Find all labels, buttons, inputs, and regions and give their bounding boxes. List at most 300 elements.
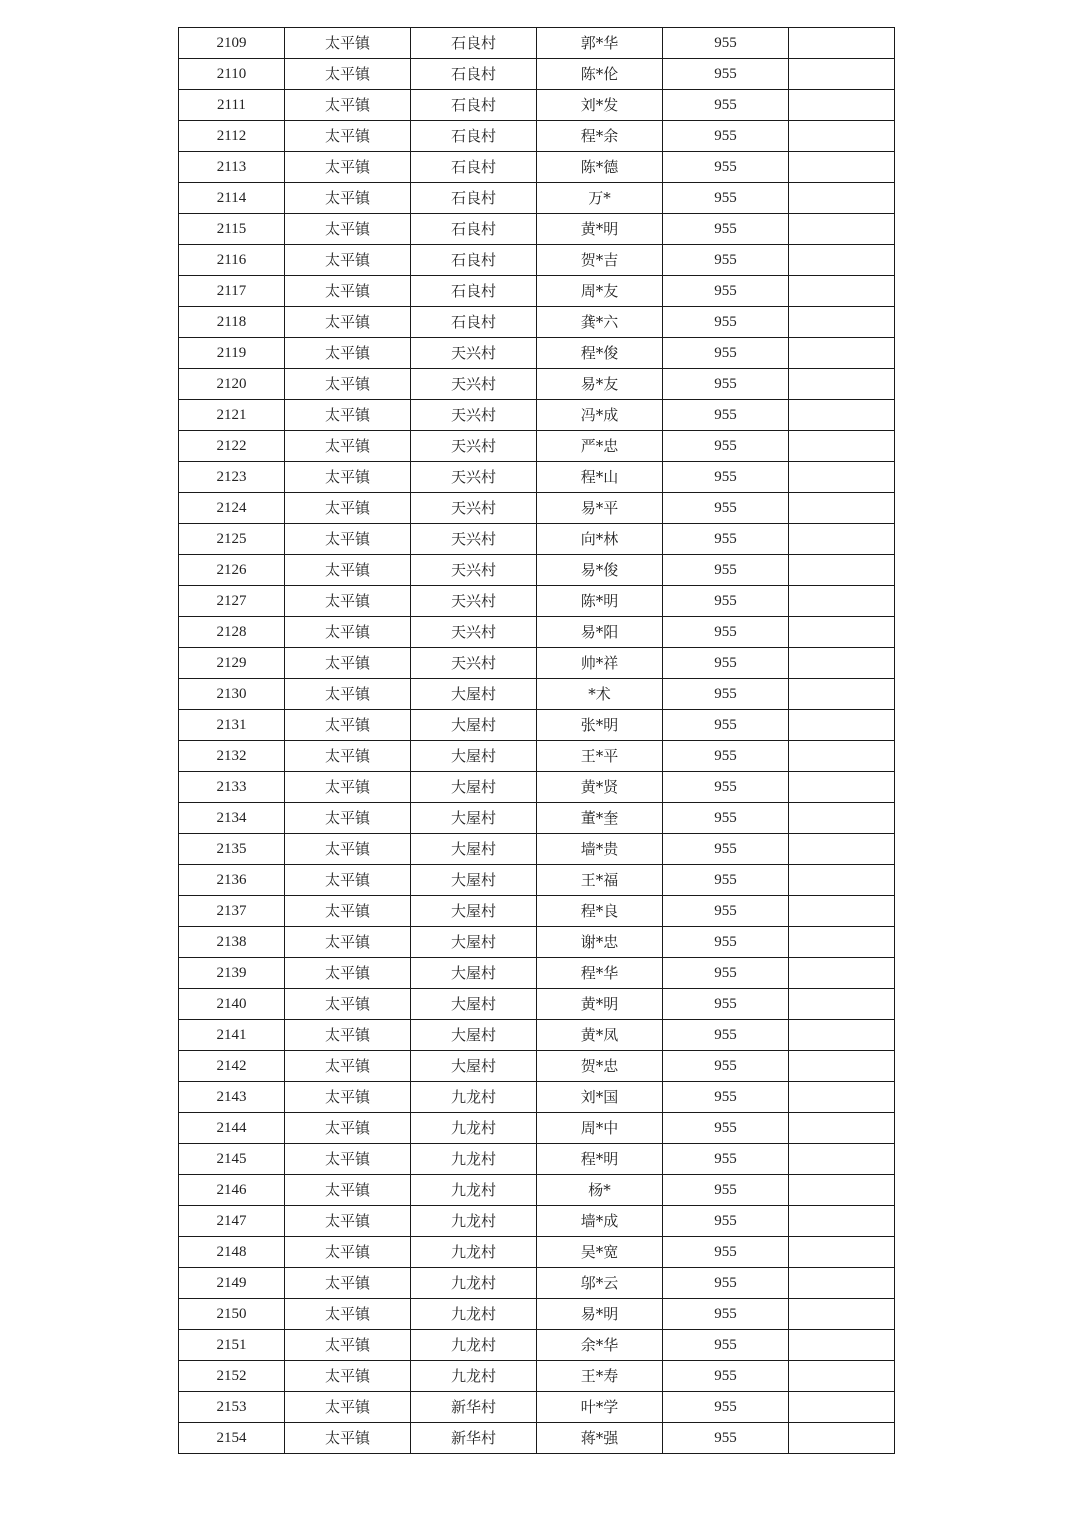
cell-village: 大屋村 [411,741,537,772]
cell-town: 太平镇 [285,152,411,183]
cell-town: 太平镇 [285,927,411,958]
cell-name: 叶*学 [537,1392,663,1423]
cell-number: 2144 [179,1113,285,1144]
cell-remark [789,586,895,617]
cell-village: 天兴村 [411,369,537,400]
cell-number: 2111 [179,90,285,121]
cell-town: 太平镇 [285,214,411,245]
cell-town: 太平镇 [285,1206,411,1237]
cell-number: 2147 [179,1206,285,1237]
cell-amount: 955 [663,28,789,59]
cell-number: 2126 [179,555,285,586]
cell-village: 大屋村 [411,772,537,803]
cell-amount: 955 [663,1237,789,1268]
cell-remark [789,307,895,338]
cell-village: 大屋村 [411,1020,537,1051]
cell-amount: 955 [663,90,789,121]
table-row [179,1206,895,1237]
cell-name: 龚*六 [537,307,663,338]
table-row [179,524,895,555]
table-row [179,1175,895,1206]
cell-village: 九龙村 [411,1206,537,1237]
cell-number: 2131 [179,710,285,741]
cell-name: 万* [537,183,663,214]
cell-village: 石良村 [411,121,537,152]
cell-name: 向*林 [537,524,663,555]
table-row [179,400,895,431]
cell-village: 大屋村 [411,679,537,710]
cell-number: 2141 [179,1020,285,1051]
cell-number: 2138 [179,927,285,958]
cell-amount: 955 [663,524,789,555]
cell-name: 程*良 [537,896,663,927]
cell-village: 大屋村 [411,803,537,834]
cell-amount: 955 [663,307,789,338]
table-row [179,648,895,679]
cell-amount: 955 [663,1392,789,1423]
cell-number: 2119 [179,338,285,369]
table-row [179,679,895,710]
cell-name: 吴*宽 [537,1237,663,1268]
cell-remark [789,555,895,586]
table-row [179,1020,895,1051]
cell-remark [789,927,895,958]
cell-number: 2116 [179,245,285,276]
cell-town: 太平镇 [285,1299,411,1330]
cell-town: 太平镇 [285,1361,411,1392]
table-row [179,493,895,524]
cell-number: 2123 [179,462,285,493]
cell-number: 2120 [179,369,285,400]
cell-remark [789,710,895,741]
cell-name: 贺*忠 [537,1051,663,1082]
cell-village: 天兴村 [411,400,537,431]
cell-remark [789,493,895,524]
table-row [179,586,895,617]
cell-number: 2132 [179,741,285,772]
cell-amount: 955 [663,369,789,400]
cell-name: 郭*华 [537,28,663,59]
cell-remark [789,989,895,1020]
cell-name: 程*明 [537,1144,663,1175]
cell-town: 太平镇 [285,307,411,338]
table-row [179,431,895,462]
cell-amount: 955 [663,586,789,617]
cell-amount: 955 [663,927,789,958]
cell-remark [789,524,895,555]
cell-name: 严*忠 [537,431,663,462]
cell-village: 九龙村 [411,1082,537,1113]
cell-remark [789,462,895,493]
cell-remark [789,369,895,400]
cell-village: 天兴村 [411,586,537,617]
cell-amount: 955 [663,1206,789,1237]
cell-town: 太平镇 [285,1237,411,1268]
cell-number: 2142 [179,1051,285,1082]
cell-name: 易*平 [537,493,663,524]
cell-village: 大屋村 [411,958,537,989]
cell-town: 太平镇 [285,1051,411,1082]
cell-town: 太平镇 [285,1113,411,1144]
table-row [179,1144,895,1175]
cell-town: 太平镇 [285,1423,411,1454]
table-row [179,90,895,121]
cell-name: 易*阳 [537,617,663,648]
cell-remark [789,803,895,834]
cell-village: 石良村 [411,214,537,245]
cell-remark [789,772,895,803]
cell-number: 2139 [179,958,285,989]
cell-number: 2153 [179,1392,285,1423]
cell-town: 太平镇 [285,1330,411,1361]
cell-village: 天兴村 [411,493,537,524]
cell-number: 2146 [179,1175,285,1206]
cell-town: 太平镇 [285,679,411,710]
cell-town: 太平镇 [285,493,411,524]
cell-number: 2149 [179,1268,285,1299]
cell-name: 董*奎 [537,803,663,834]
cell-town: 太平镇 [285,710,411,741]
cell-amount: 955 [663,338,789,369]
cell-amount: 955 [663,400,789,431]
cell-amount: 955 [663,1268,789,1299]
cell-town: 太平镇 [285,1392,411,1423]
cell-amount: 955 [663,121,789,152]
cell-remark [789,1330,895,1361]
cell-village: 九龙村 [411,1144,537,1175]
cell-remark [789,1392,895,1423]
cell-town: 太平镇 [285,555,411,586]
cell-town: 太平镇 [285,121,411,152]
cell-village: 天兴村 [411,524,537,555]
cell-name: 刘*发 [537,90,663,121]
cell-town: 太平镇 [285,245,411,276]
cell-remark [789,958,895,989]
cell-village: 大屋村 [411,927,537,958]
cell-name: 帅*祥 [537,648,663,679]
cell-village: 石良村 [411,245,537,276]
cell-village: 大屋村 [411,989,537,1020]
cell-village: 九龙村 [411,1330,537,1361]
cell-town: 太平镇 [285,28,411,59]
cell-name: 周*友 [537,276,663,307]
cell-number: 2113 [179,152,285,183]
cell-village: 石良村 [411,276,537,307]
cell-remark [789,741,895,772]
cell-town: 太平镇 [285,772,411,803]
cell-number: 2136 [179,865,285,896]
cell-remark [789,152,895,183]
cell-name: 张*明 [537,710,663,741]
cell-remark [789,59,895,90]
cell-name: 冯*成 [537,400,663,431]
cell-village: 新华村 [411,1423,537,1454]
cell-village: 新华村 [411,1392,537,1423]
cell-name: 易*俊 [537,555,663,586]
cell-amount: 955 [663,617,789,648]
cell-name: 易*明 [537,1299,663,1330]
cell-village: 天兴村 [411,555,537,586]
cell-name: 墙*成 [537,1206,663,1237]
cell-name: 黄*明 [537,214,663,245]
cell-name: 黄*凤 [537,1020,663,1051]
cell-town: 太平镇 [285,1144,411,1175]
cell-town: 太平镇 [285,896,411,927]
cell-name: 陈*德 [537,152,663,183]
table-row [179,741,895,772]
cell-village: 九龙村 [411,1175,537,1206]
cell-town: 太平镇 [285,803,411,834]
cell-town: 太平镇 [285,524,411,555]
table-row [179,276,895,307]
cell-number: 2145 [179,1144,285,1175]
table-row [179,834,895,865]
cell-town: 太平镇 [285,462,411,493]
cell-village: 天兴村 [411,431,537,462]
table-row [179,927,895,958]
table-row [179,958,895,989]
cell-number: 2134 [179,803,285,834]
cell-number: 2150 [179,1299,285,1330]
cell-town: 太平镇 [285,183,411,214]
cell-remark [789,1051,895,1082]
cell-remark [789,896,895,927]
cell-name: 杨* [537,1175,663,1206]
cell-town: 太平镇 [285,989,411,1020]
table-row [179,338,895,369]
cell-remark [789,1237,895,1268]
cell-number: 2122 [179,431,285,462]
cell-town: 太平镇 [285,617,411,648]
cell-number: 2143 [179,1082,285,1113]
cell-number: 2117 [179,276,285,307]
cell-remark [789,90,895,121]
cell-remark [789,648,895,679]
cell-amount: 955 [663,1330,789,1361]
roster-table-body [179,28,895,1454]
table-row [179,1268,895,1299]
cell-village: 天兴村 [411,338,537,369]
cell-amount: 955 [663,245,789,276]
cell-remark [789,834,895,865]
table-row [179,617,895,648]
cell-number: 2127 [179,586,285,617]
cell-number: 2152 [179,1361,285,1392]
cell-village: 石良村 [411,59,537,90]
cell-village: 大屋村 [411,865,537,896]
cell-number: 2124 [179,493,285,524]
cell-remark [789,1299,895,1330]
cell-village: 九龙村 [411,1113,537,1144]
table-row [179,1392,895,1423]
cell-name: 黄*明 [537,989,663,1020]
cell-town: 太平镇 [285,59,411,90]
cell-village: 九龙村 [411,1299,537,1330]
cell-number: 2135 [179,834,285,865]
table-row [179,1237,895,1268]
cell-number: 2121 [179,400,285,431]
cell-village: 大屋村 [411,1051,537,1082]
cell-remark [789,121,895,152]
cell-town: 太平镇 [285,1020,411,1051]
cell-village: 天兴村 [411,648,537,679]
cell-town: 太平镇 [285,276,411,307]
cell-remark [789,1206,895,1237]
cell-village: 石良村 [411,307,537,338]
table-row [179,121,895,152]
cell-amount: 955 [663,772,789,803]
cell-amount: 955 [663,896,789,927]
cell-name: 邬*云 [537,1268,663,1299]
cell-number: 2114 [179,183,285,214]
cell-village: 天兴村 [411,462,537,493]
table-row [179,152,895,183]
cell-name: 余*华 [537,1330,663,1361]
cell-remark [789,276,895,307]
cell-town: 太平镇 [285,400,411,431]
cell-name: 王*平 [537,741,663,772]
cell-name: 王*寿 [537,1361,663,1392]
cell-number: 2140 [179,989,285,1020]
cell-remark [789,431,895,462]
cell-town: 太平镇 [285,90,411,121]
cell-village: 大屋村 [411,710,537,741]
table-row [179,307,895,338]
cell-amount: 955 [663,1423,789,1454]
cell-number: 2112 [179,121,285,152]
cell-number: 2110 [179,59,285,90]
cell-remark [789,28,895,59]
table-row [179,1361,895,1392]
cell-amount: 955 [663,555,789,586]
cell-village: 石良村 [411,152,537,183]
cell-village: 大屋村 [411,896,537,927]
cell-name: 程*俊 [537,338,663,369]
roster-table [178,27,895,1454]
cell-town: 太平镇 [285,431,411,462]
cell-name: 程*山 [537,462,663,493]
cell-number: 2128 [179,617,285,648]
table-row [179,803,895,834]
cell-amount: 955 [663,152,789,183]
cell-amount: 955 [663,1299,789,1330]
cell-remark [789,1144,895,1175]
cell-amount: 955 [663,834,789,865]
table-row [179,28,895,59]
cell-remark [789,679,895,710]
cell-remark [789,338,895,369]
table-row [179,555,895,586]
cell-town: 太平镇 [285,1082,411,1113]
cell-number: 2109 [179,28,285,59]
cell-amount: 955 [663,803,789,834]
cell-amount: 955 [663,462,789,493]
cell-name: 陈*明 [537,586,663,617]
cell-number: 2148 [179,1237,285,1268]
cell-village: 大屋村 [411,834,537,865]
cell-name: 蒋*强 [537,1423,663,1454]
cell-number: 2129 [179,648,285,679]
cell-town: 太平镇 [285,648,411,679]
cell-amount: 955 [663,741,789,772]
cell-name: 陈*伦 [537,59,663,90]
cell-remark [789,183,895,214]
cell-amount: 955 [663,1082,789,1113]
cell-remark [789,1423,895,1454]
cell-village: 石良村 [411,90,537,121]
cell-town: 太平镇 [285,741,411,772]
cell-number: 2115 [179,214,285,245]
cell-name: 程*余 [537,121,663,152]
cell-town: 太平镇 [285,369,411,400]
cell-remark [789,617,895,648]
table-row [179,59,895,90]
table-row [179,896,895,927]
cell-name: 周*中 [537,1113,663,1144]
table-row [179,462,895,493]
cell-amount: 955 [663,59,789,90]
table-row [179,1299,895,1330]
table-row [179,710,895,741]
cell-number: 2133 [179,772,285,803]
table-row [179,772,895,803]
cell-name: 黄*贤 [537,772,663,803]
table-row [179,865,895,896]
cell-remark [789,1082,895,1113]
cell-amount: 955 [663,679,789,710]
cell-town: 太平镇 [285,338,411,369]
table-row [179,214,895,245]
table-row [179,1423,895,1454]
table-row [179,245,895,276]
cell-number: 2125 [179,524,285,555]
cell-number: 2154 [179,1423,285,1454]
cell-name: 刘*国 [537,1082,663,1113]
cell-amount: 955 [663,865,789,896]
table-row [179,1113,895,1144]
cell-number: 2118 [179,307,285,338]
cell-remark [789,400,895,431]
cell-amount: 955 [663,710,789,741]
cell-village: 九龙村 [411,1361,537,1392]
cell-amount: 955 [663,493,789,524]
cell-town: 太平镇 [285,958,411,989]
cell-town: 太平镇 [285,1268,411,1299]
cell-number: 2151 [179,1330,285,1361]
cell-town: 太平镇 [285,1175,411,1206]
cell-town: 太平镇 [285,865,411,896]
cell-name: 易*友 [537,369,663,400]
cell-amount: 955 [663,1051,789,1082]
table-row [179,989,895,1020]
cell-amount: 955 [663,1144,789,1175]
cell-remark [789,214,895,245]
cell-amount: 955 [663,183,789,214]
cell-amount: 955 [663,1361,789,1392]
table-row [179,1051,895,1082]
cell-amount: 955 [663,989,789,1020]
cell-amount: 955 [663,1175,789,1206]
table-row [179,369,895,400]
cell-amount: 955 [663,214,789,245]
cell-remark [789,865,895,896]
cell-name: *术 [537,679,663,710]
cell-amount: 955 [663,276,789,307]
cell-remark [789,245,895,276]
cell-remark [789,1268,895,1299]
cell-amount: 955 [663,1020,789,1051]
cell-name: 王*福 [537,865,663,896]
